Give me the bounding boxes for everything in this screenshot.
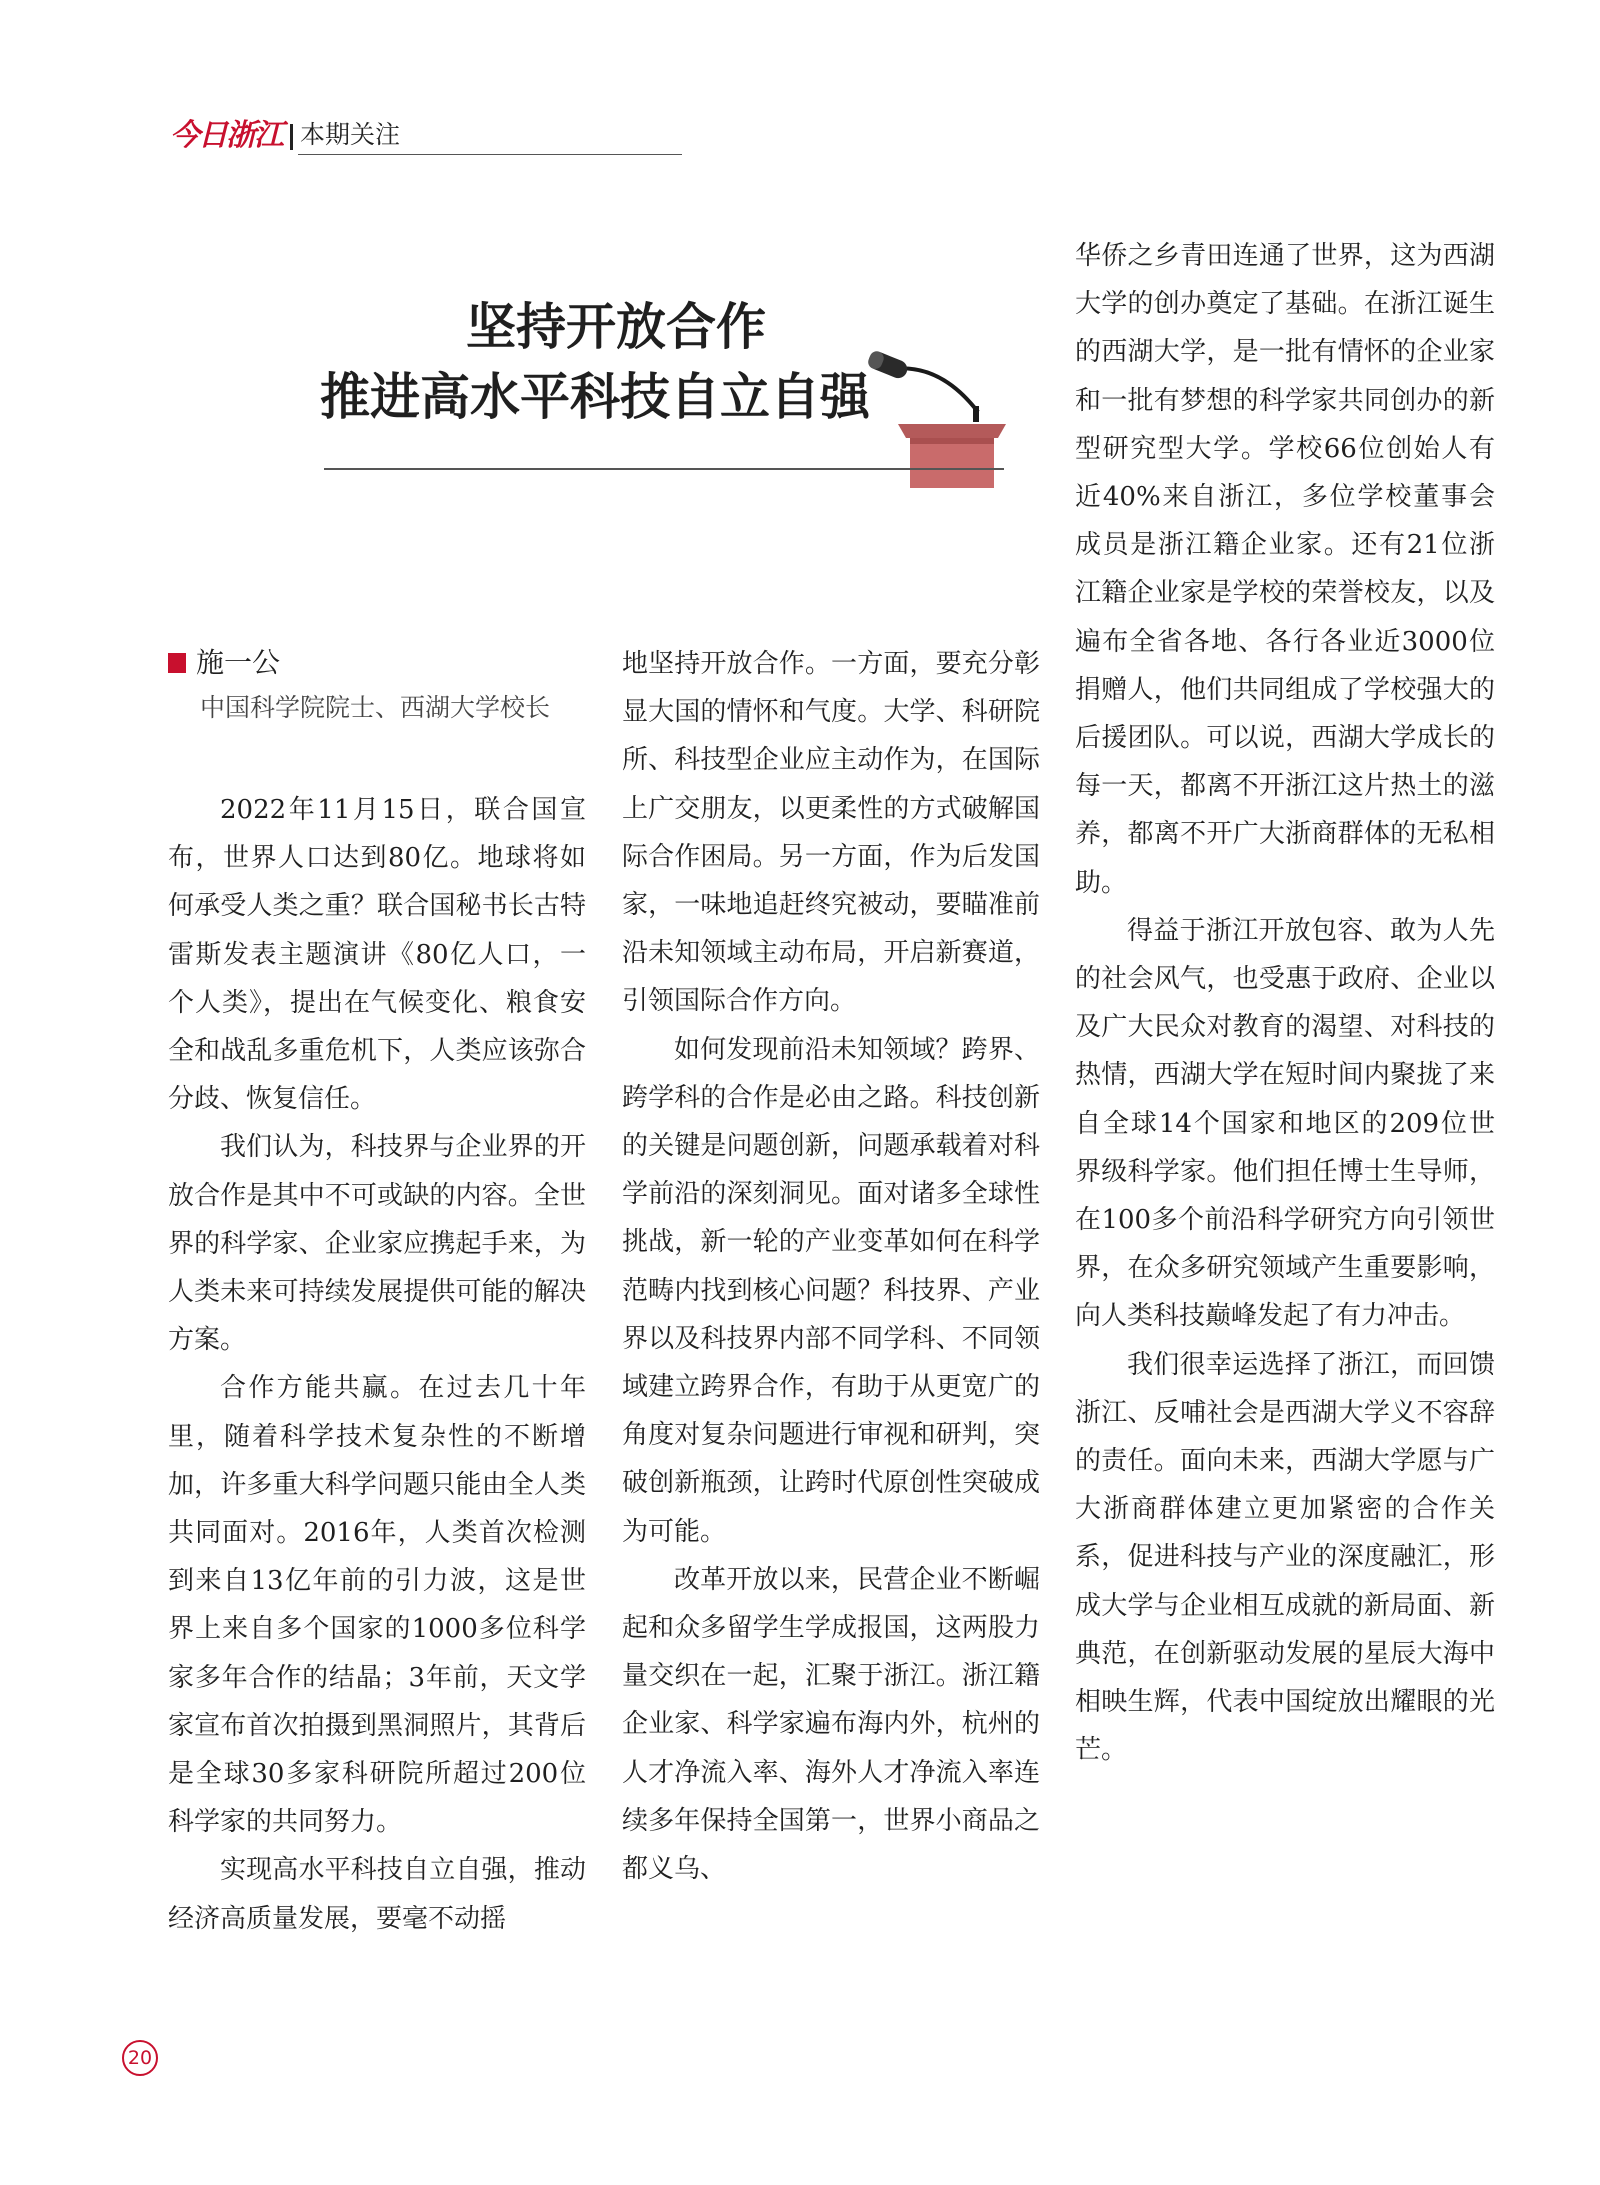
- paragraph: 我们很幸运选择了浙江，而回馈浙江、反哺社会是西湖大学义不容辞的责任。面向未来，西湖大学愿与广大浙商群体建立更加紧密的合作关系，促进科技与产业的深度融汇，形成大学与企业相互成就的新局面、新典范，在创新驱动发展的星辰大海中相映生辉，代表中国绽放出耀眼的光芒。: [1075, 1349, 1495, 1766]
- magazine-logo: 今日浙江: [170, 118, 282, 153]
- paragraph: 改革开放以来，民营企业不断崛起和众多留学生学成报国，这两股力量交织在一起，汇聚于浙江。浙江籍企业家、科学家遍布海内外，杭州的人才净流入率、海外人才净流入率连续多年保持全国第一，世界小商品之都义乌、: [622, 1564, 1040, 1885]
- author-name: 施一公: [196, 646, 281, 679]
- page-number: 20: [122, 2040, 158, 2076]
- text-column-2: [622, 640, 1040, 1893]
- article-title: [320, 292, 880, 432]
- title-line-2: 推进高水平科技自立自强: [320, 368, 870, 426]
- masthead: [170, 118, 510, 158]
- masthead-divider: [290, 124, 293, 150]
- paragraph: 地坚持开放合作。一方面，要充分彰显大国的情怀和气度。大学、科研院所、科技型企业应主动作为，在国际上广交朋友，以更柔性的方式破解国际合作困局。另一方面，作为后发国家，一味地追赶终究被动，要瞄准前沿未知领域主动布局，开启新赛道，引领国际合作方向。: [622, 649, 1040, 1017]
- text-column-1: [168, 786, 586, 1943]
- paragraph: 我们认为，科技界与企业界的开放合作是其中不可或缺的内容。全世界的科学家、企业家应携起手来，为人类未来可持续发展提供可能的解决方案。: [168, 1132, 586, 1356]
- text-column-3: [1075, 232, 1495, 1775]
- paragraph: 实现高水平科技自立自强，推动经济高质量发展，要毫不动摇: [168, 1855, 586, 1934]
- title-rule: [324, 468, 1004, 470]
- author-marker: [168, 653, 186, 673]
- paragraph: 得益于浙江开放包容、敢为人先的社会风气，也受惠于政府、企业以及广大民众对教育的渴望、对科技的热情，西湖大学在短时间内聚拢了来自全球14个国家和地区的209位世界级科学家。他们担任博士生导师，在100多个前沿科学研究方向引领世界，在众多研究领域产生重要影响，向人类科技巅峰发起了有力冲击。: [1075, 915, 1495, 1332]
- paragraph: 华侨之乡青田连通了世界，这为西湖大学的创办奠定了基础。在浙江诞生的西湖大学，是一批有情怀的企业家和一批有梦想的科学家共同创办的新型研究型大学。学校66位创始人有近40%来自浙江，多位学校董事会成员是浙江籍企业家。还有21位浙江籍企业家是学校的荣誉校友，以及遍布全省各地、各行各业近3000位捐赠人，他们共同组成了学校强大的后援团队。可以说，西湖大学成长的每一天，都离不开浙江这片热土的滋养，都离不开广大浙商群体的无私相助。: [1075, 241, 1495, 898]
- paragraph: 2022年11月15日，联合国宣布，世界人口达到80亿。地球将如何承受人类之重？联合国秘书长古特雷斯发表主题演讲《80亿人口，一个人类》，提出在气候变化、粮食安全和战乱多重危机下，人类应该弥合分歧、恢复信任。: [168, 795, 586, 1115]
- title-line-1: 坚持开放合作: [466, 298, 766, 356]
- masthead-rule: [298, 154, 682, 155]
- section-label: 本期关注: [300, 120, 401, 149]
- paragraph: 如何发现前沿未知领域？跨界、跨学科的合作是必由之路。科技创新的关键是问题创新，问题承载着对科学前沿的深刻洞见。面对诸多全球性挑战，新一轮的产业变革如何在科学范畴内找到核心问题？科技界、产业界以及科技界内部不同学科、不同领域建立跨界合作，有助于从更宽广的角度对复杂问题进行审视和研判，突破创新瓶颈，让跨时代原创性突破成为可能。: [622, 1034, 1040, 1547]
- author-affiliation: 中国科学院院士、西湖大学校长: [200, 693, 551, 722]
- paragraph: 合作方能共赢。在过去几十年里，随着科学技术复杂性的不断增加，许多重大科学问题只能由全人类共同面对。2016年，人类首次检测到来自13亿年前的引力波，这是世界上来自多个国家的1000多位科学家多年合作的结晶；3年前，天文学家宣布首次拍摄到黑洞照片，其背后是全球30多家科研院所超过200位科学家的共同努力。: [168, 1373, 586, 1838]
